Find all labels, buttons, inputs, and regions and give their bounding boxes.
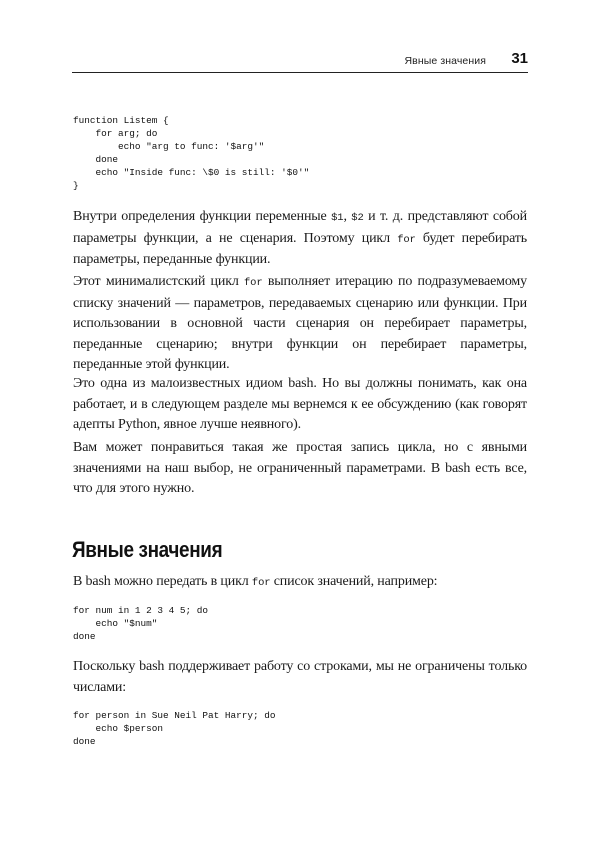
paragraph-explicit-intro: Вам может понравиться такая же простая запись цикла, но с явными значениями на наш выбор, не ограниченный параметрами. В bash есть все, что для этого нужно. — [73, 440, 527, 496]
inline-code: $2 — [351, 212, 364, 224]
code-block-listem: function Listem { for arg; do echo "arg to func: '$arg'" done echo "Inside func: \$0 is still: '$0'" } — [73, 115, 310, 191]
inline-code: for — [244, 277, 263, 289]
page-number: 31 — [511, 50, 528, 67]
paragraph-minimalist-loop: Этот минималистский цикл for выполняет итерацию по подразумеваемому списку значений — параметров, передаваемых сценарию или функции. При использовании в основной части сценария он перебирает параметры, переданные сценарию; внутри функции он перебирает параметры, переданные этой функции. — [73, 274, 527, 372]
paragraph-bash-idiom: Это одна из малоизвестных идиом bash. Но вы должны понимать, как она работает, и в следующем разделе мы вернемся к ее обсуждению (как говорят адепты Python, явное лучше неявного). — [73, 376, 527, 432]
code-block-persons: for person in Sue Neil Pat Harry; do echo $person done — [73, 710, 276, 747]
inline-code: $1 — [331, 212, 344, 224]
inline-code: for — [251, 577, 271, 589]
inline-code: for — [397, 233, 416, 246]
running-title: Явные значения — [404, 55, 486, 67]
paragraph-strings: Поскольку bash поддерживает работу со строками, мы не ограничены только числами: — [73, 659, 527, 695]
paragraph-for-list: В bash можно передать в цикл for список значений, например: — [73, 574, 438, 589]
running-header — [72, 44, 528, 73]
paragraph-function-parameters: Внутри определения функции переменные $1, $2 и т. д. представляют собой параметры функции, а не сценария. Поэтому цикл for будет перебирать параметры, переданные функции. — [73, 209, 527, 267]
section-heading: Явные значения — [72, 537, 223, 562]
code-block-numbers: for num in 1 2 3 4 5; do echo "$num" done — [73, 605, 209, 642]
